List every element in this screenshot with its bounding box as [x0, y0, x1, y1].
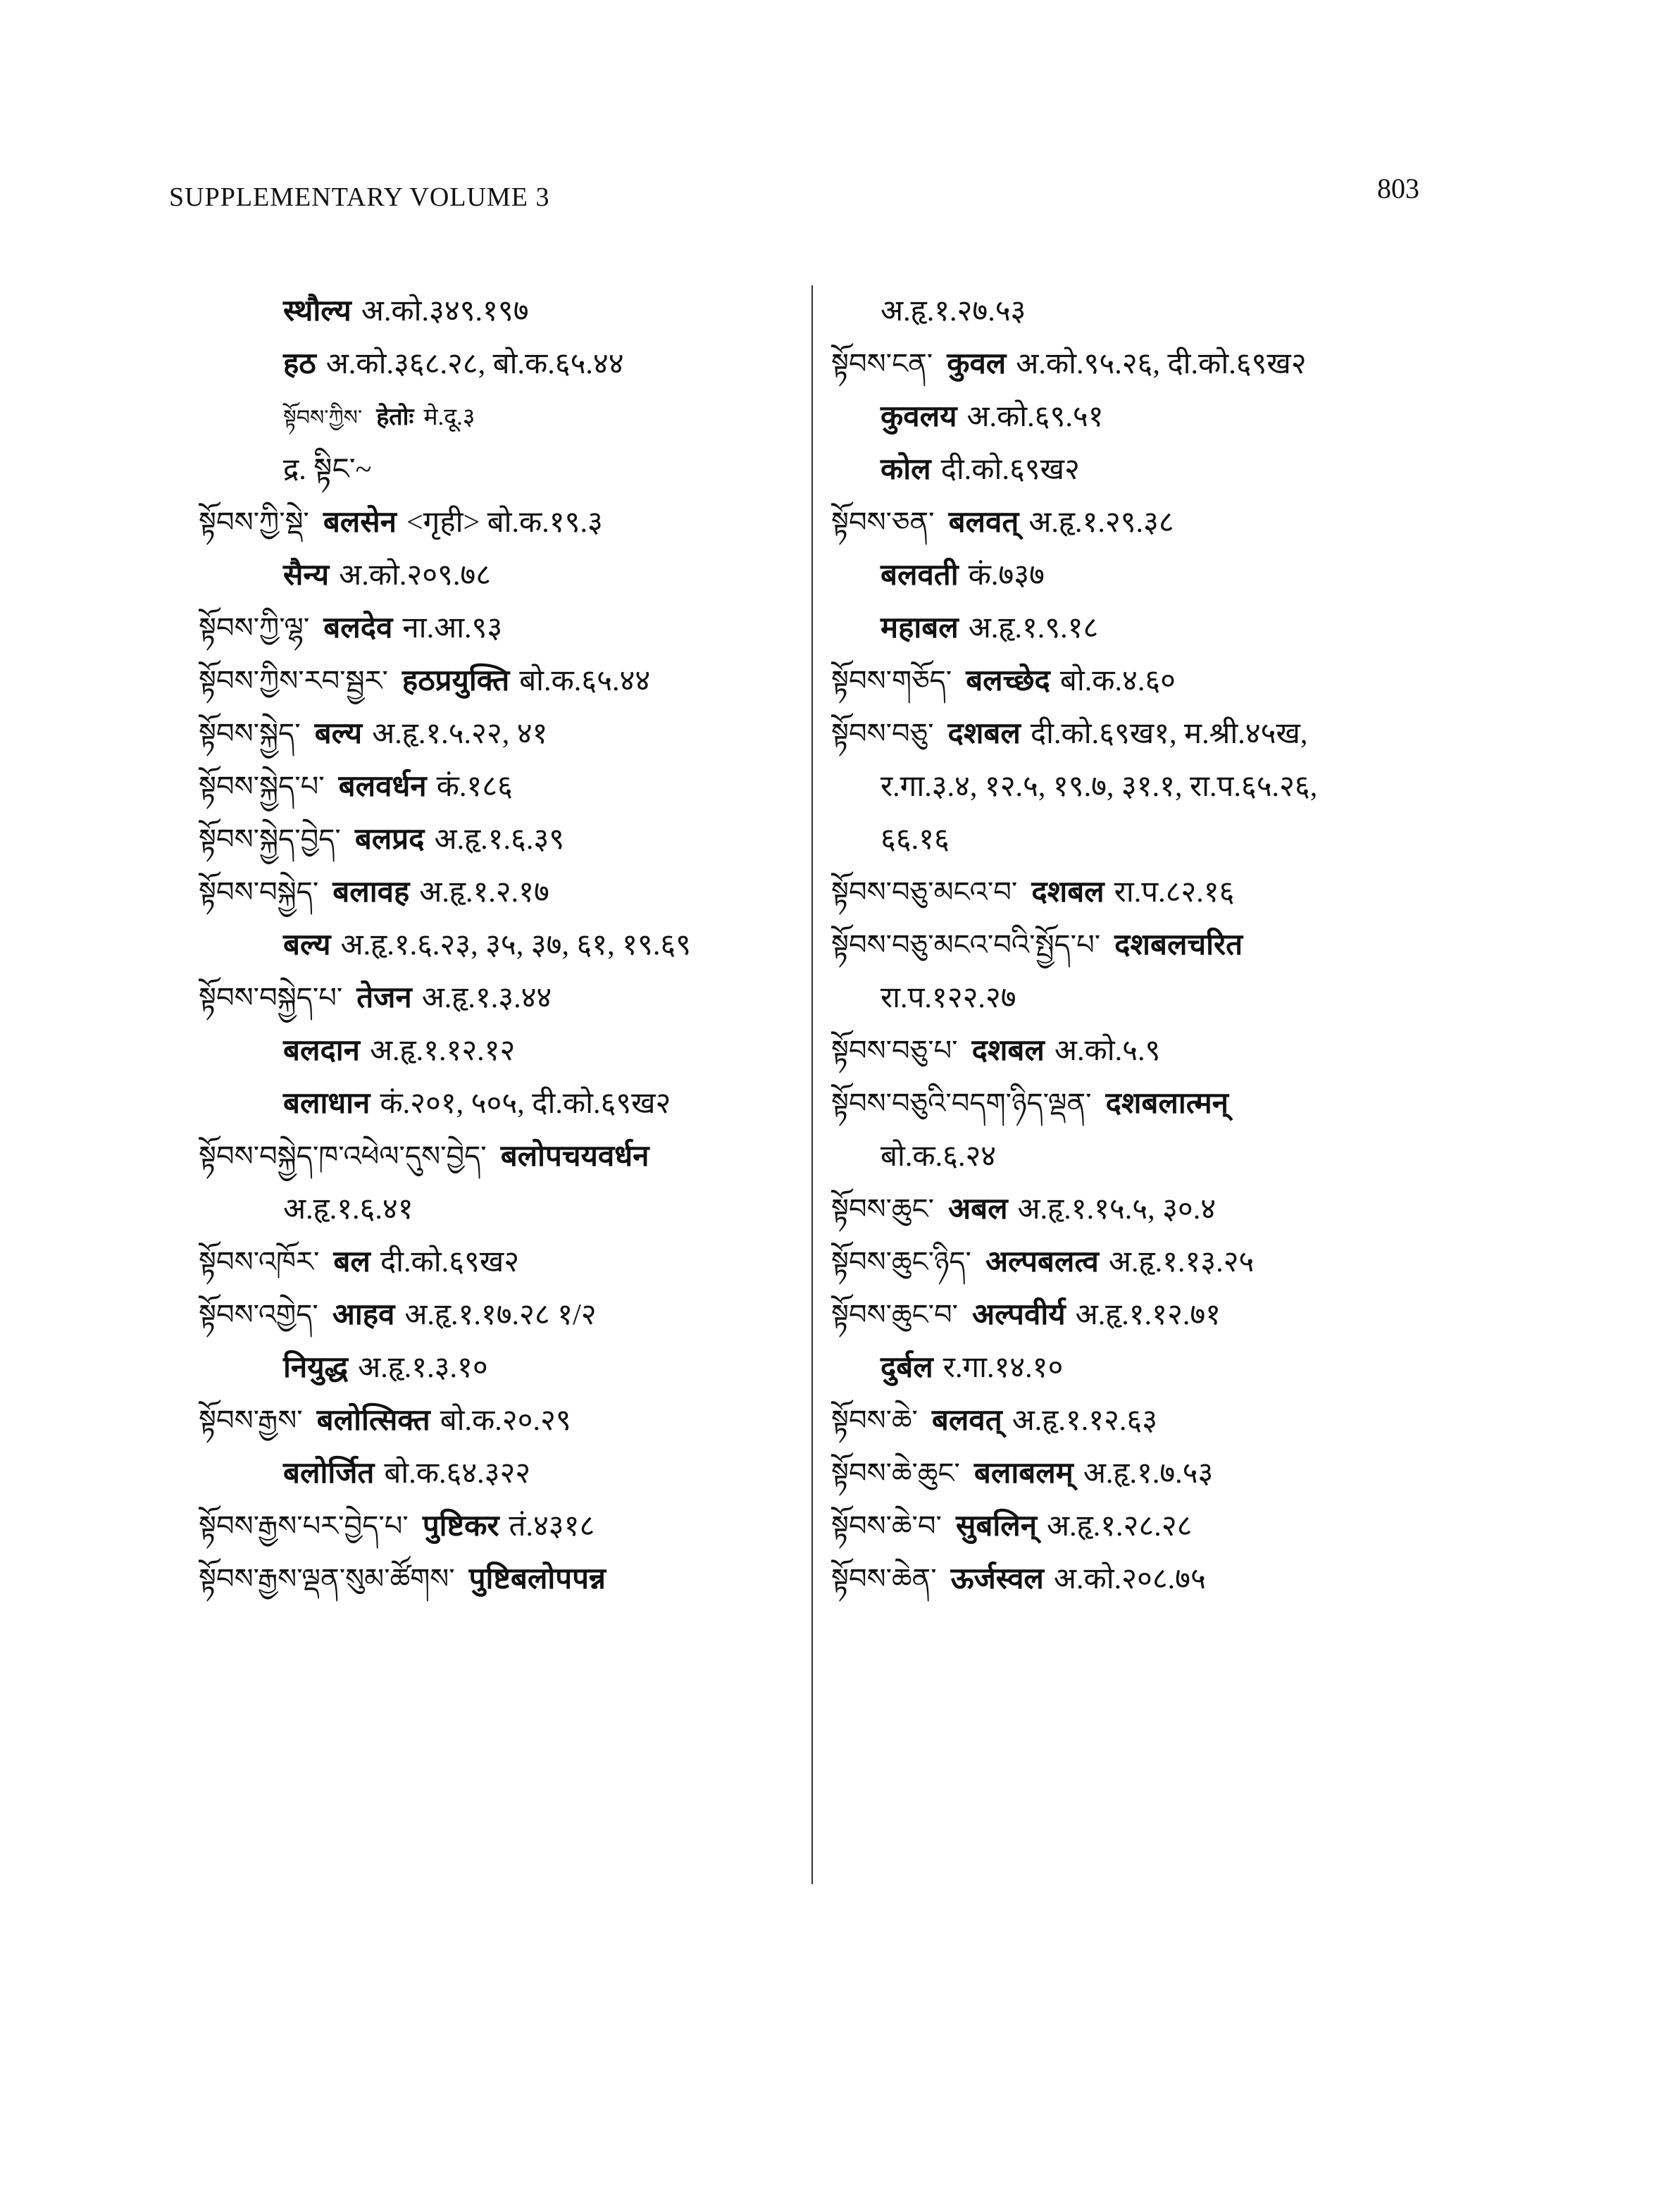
source-reference: अ.हृ.१.१२.६३ — [1012, 1405, 1158, 1437]
source-reference: र.गा.३.४, १२.५, १९.७, ३१.१, रा.प.६५.२६, — [881, 771, 1318, 803]
dictionary-entry — [831, 1078, 1465, 1131]
tibetan-term: སྟོབས་ཆེན་ — [831, 1563, 937, 1595]
source-reference: अ.हृ.१.६.२३, ३५, ३७, ६१, १९.६९ — [340, 929, 691, 961]
dictionary-entry — [199, 602, 804, 655]
tibetan-term: སྟོབས་བསྐྱེད་པ་ — [199, 982, 343, 1014]
sanskrit-headword: अल्पबलत्व — [985, 1246, 1099, 1278]
sanskrit-headword: बलवत् — [931, 1405, 1002, 1437]
left-column — [199, 285, 804, 1606]
sanskrit-headword: सैन्य — [283, 559, 330, 592]
sanskrit-headword: दुर्बल — [881, 1352, 933, 1384]
dictionary-entry — [831, 919, 1465, 972]
tibetan-term: སྟོབས་བསྐྱེད་ཁ་འཕེལ་དུས་བྱེད་ — [199, 1140, 487, 1173]
dictionary-entry — [831, 391, 1465, 444]
dictionary-entry — [831, 761, 1465, 814]
tibetan-term: སྟོབས་རྒྱས་པར་བྱེད་པ་ — [199, 1510, 409, 1543]
tibetan-term: སྟོབས་ངན་ — [831, 348, 933, 380]
dictionary-entry — [199, 761, 804, 814]
sanskrit-headword: बलच्छेद — [966, 665, 1050, 697]
tibetan-term: སྟོབས་སྐྱེད་བྱེད་ — [199, 823, 341, 856]
source-reference: अ.को.६९.५१ — [966, 401, 1104, 433]
source-reference: अ.को.५.९ — [1054, 1035, 1161, 1067]
dictionary-entry — [831, 1500, 1465, 1553]
dictionary-entry — [199, 497, 804, 549]
sanskrit-headword: बलोत्सिक्त — [316, 1405, 430, 1437]
sanskrit-headword: बल्य — [314, 718, 363, 750]
dictionary-entry — [831, 1447, 1465, 1500]
sanskrit-headword: हेतोः — [376, 404, 414, 430]
tibetan-term: སྟོབས་བཅུ་མངའ་བ་ — [831, 876, 1018, 909]
dictionary-entry — [199, 549, 804, 602]
source-reference: अ.हृ.१.१२.१२ — [369, 1035, 516, 1067]
sanskrit-headword: आहव — [332, 1299, 395, 1331]
tibetan-term: སྟོབས་ཆུང་ — [831, 1193, 934, 1226]
dictionary-entry — [199, 444, 804, 497]
source-reference: ना.आ.९३ — [402, 612, 503, 645]
sanskrit-headword: ऊर्जस्वल — [950, 1563, 1044, 1595]
source-reference: अ.हृ.१.१७.२८ १/२ — [404, 1299, 597, 1331]
tibetan-term: སྟོབས་རྒྱས་ — [199, 1405, 303, 1437]
sanskrit-headword: बल्य — [283, 929, 331, 961]
column-divider — [811, 285, 813, 1884]
sanskrit-headword: हठ — [283, 348, 316, 380]
sanskrit-headword: पुष्टिकर — [422, 1510, 499, 1543]
dictionary-entry — [199, 814, 804, 866]
source-reference: अ.हृ.१.३.१० — [358, 1352, 488, 1384]
dictionary-entry — [199, 1342, 804, 1395]
source-reference: अ.हृ.१.१५.५, ३०.४ — [1017, 1193, 1217, 1226]
sanskrit-headword: बल — [333, 1246, 371, 1278]
dictionary-entry — [199, 1236, 804, 1289]
source-reference: अ.हृ.१.५.२२, ४१ — [372, 718, 548, 750]
tibetan-term: སྟོབས་ཀྱི་ལྷ་ — [199, 612, 310, 645]
dictionary-entry — [831, 549, 1465, 602]
source-reference: अ.हृ.१.९.१८ — [968, 612, 1099, 645]
dictionary-entry — [831, 814, 1465, 866]
tibetan-term: སྟོབས་འགྱེད་ — [199, 1299, 318, 1331]
source-reference: दी.को.६९ख१, म.श्री.४५ख, — [1030, 718, 1308, 750]
dictionary-entry — [831, 1025, 1465, 1078]
page-number: 803 — [1377, 173, 1419, 204]
dictionary-entry — [199, 391, 804, 444]
sanskrit-headword: बलदान — [283, 1035, 360, 1067]
tibetan-term: སྟོབས་ཆེ་ཆུང་ — [831, 1457, 960, 1490]
tibetan-term: སྟོབས་བཅུ་མངའ་བའི་སྤྱོད་པ་ — [831, 929, 1101, 961]
source-reference: दी.को.६९ख२ — [380, 1246, 520, 1278]
sanskrit-headword: बलसेन — [323, 506, 397, 539]
dictionary-entry — [831, 655, 1465, 708]
source-reference: कं.२०१, ५०५, दी.को.६९ख२ — [380, 1088, 671, 1120]
dictionary-entry — [831, 1553, 1465, 1606]
sanskrit-headword: सुबलिन् — [955, 1510, 1038, 1543]
tibetan-term: སྟོབས་བསྐྱེད་ — [199, 876, 319, 909]
dictionary-entry — [199, 1131, 804, 1183]
sanskrit-headword: बलप्रद — [354, 823, 425, 856]
sanskrit-headword: स्थौल्य — [283, 295, 351, 328]
source-reference: र.गा.१४.१० — [942, 1352, 1064, 1384]
source-reference: रा.प.१२२.२७ — [881, 982, 1016, 1014]
sanskrit-headword: कोल — [881, 454, 931, 486]
sanskrit-headword: दशबलात्मन् — [1105, 1088, 1228, 1120]
dictionary-entry — [831, 866, 1465, 919]
dictionary-entry — [199, 1183, 804, 1236]
dictionary-entry — [831, 285, 1465, 338]
source-reference: बो.क.६४.३२२ — [384, 1457, 531, 1490]
dictionary-entry — [199, 1553, 804, 1606]
dictionary-entry — [199, 655, 804, 708]
dictionary-entry — [831, 708, 1465, 761]
dictionary-entry — [199, 285, 804, 338]
dictionary-entry — [831, 1342, 1465, 1395]
dictionary-entry — [831, 338, 1465, 391]
source-reference: अ.हृ.१.६.४१ — [283, 1193, 413, 1226]
source-reference: बो.क.४.६० — [1059, 665, 1176, 697]
source-reference: कं.१८६ — [436, 771, 513, 803]
dictionary-entry — [831, 602, 1465, 655]
tibetan-term: སྟོབས་སྐྱེད་ — [199, 718, 301, 750]
tibetan-term: སྟོབས་ཆེ་བ་ — [831, 1510, 942, 1543]
source-reference: रा.प.८२.१६ — [1114, 876, 1235, 909]
sanskrit-headword: दशबल — [947, 718, 1021, 750]
source-reference: अ.को.३४९.१९७ — [361, 295, 529, 328]
dictionary-entry — [199, 1500, 804, 1553]
source-reference: अ.हृ.१.२८.२८ — [1047, 1510, 1193, 1543]
dictionary-entry — [831, 972, 1465, 1025]
dictionary-entry — [831, 444, 1465, 497]
sanskrit-headword: बलाधान — [283, 1088, 371, 1120]
sanskrit-headword: दशबल — [1031, 876, 1105, 909]
tibetan-term: སྟོབས་ཆུང་ཉིད་ — [831, 1246, 971, 1278]
tibetan-term: སྟོབས་རྒྱས་ལྡན་སུམ་ཚོགས་ — [199, 1563, 455, 1595]
dictionary-entry — [199, 919, 804, 972]
dictionary-entry — [199, 1447, 804, 1500]
sanskrit-headword: कुवलय — [881, 401, 957, 433]
source-reference: अ.हृ.१.२९.३८ — [1028, 506, 1174, 539]
source-reference: अ.हृ.१.१२.७१ — [1075, 1299, 1221, 1331]
dictionary-entry — [199, 972, 804, 1025]
sanskrit-headword: बलवत् — [948, 506, 1019, 539]
sanskrit-headword: बलोर्जित — [283, 1457, 375, 1490]
sanskrit-headword: बलवर्धन — [338, 771, 427, 803]
dictionary-entry — [199, 1025, 804, 1078]
dictionary-entry — [199, 1078, 804, 1131]
source-reference: बो.क.२०.२९ — [440, 1405, 571, 1437]
sanskrit-headword: कुवल — [947, 348, 1007, 380]
source-reference: अ.हृ.१.२.१७ — [419, 876, 549, 909]
dictionary-entry — [831, 1395, 1465, 1447]
tibetan-term: སྟོབས་བཅུའི་བདག་ཉིད་ལྡན་ — [831, 1088, 1092, 1120]
tibetan-term: སྟོབས་སྐྱེད་པ་ — [199, 771, 325, 803]
source-reference: अ.हृ.१.२७.५३ — [881, 295, 1026, 328]
dictionary-entry — [831, 1236, 1465, 1289]
dictionary-entry — [199, 338, 804, 391]
source-reference: द्र. སྟིང་~ — [283, 454, 372, 486]
source-reference: कं.७३७ — [968, 559, 1045, 592]
sanskrit-headword: दशबल — [971, 1035, 1045, 1067]
dictionary-entry — [831, 1183, 1465, 1236]
sanskrit-headword: बलाबलम् — [973, 1457, 1074, 1490]
dictionary-entry — [831, 1131, 1465, 1183]
source-reference: अ.हृ.१.३.४४ — [421, 982, 552, 1014]
sanskrit-headword: दशबलचरित — [1114, 929, 1243, 961]
source-reference: दी.को.६९ख२ — [940, 454, 1080, 486]
sanskrit-headword: पुष्टिबलोपपन्न — [468, 1563, 606, 1595]
source-reference: मे.दू.३ — [423, 404, 475, 430]
tibetan-term: སྟོབས་ཀྱི་སྡེ་ — [199, 506, 309, 539]
source-reference: बो.क.६५.४४ — [519, 665, 651, 697]
running-header: SUPPLEMENTARY VOLUME 3 — [169, 182, 550, 212]
source-reference: अ.को.२०८.७५ — [1053, 1563, 1206, 1595]
source-reference: बो.क.६.२४ — [881, 1140, 997, 1173]
source-reference: <गृही> बो.क.१९.३ — [406, 506, 603, 539]
dictionary-entry — [199, 708, 804, 761]
sanskrit-headword: तेजन — [356, 982, 412, 1014]
dictionary-entry — [831, 1289, 1465, 1342]
sanskrit-headword: बलोपचयवर्धन — [500, 1140, 649, 1173]
tibetan-term: སྟོབས་འཁོར་ — [199, 1246, 320, 1278]
tibetan-term: སྟོབས་ཆུང་བ་ — [831, 1299, 959, 1331]
sanskrit-headword: अल्पवीर्य — [972, 1299, 1066, 1331]
sanskrit-headword: बलवती — [881, 559, 959, 592]
source-reference: तं.४३१८ — [509, 1510, 595, 1543]
tibetan-term: སྟོབས་ཆེ་ — [831, 1405, 918, 1437]
sanskrit-headword: बलदेव — [323, 612, 393, 645]
sanskrit-headword: हठप्रयुक्ति — [402, 665, 510, 697]
tibetan-term: སྟོབས་ཀྱིས་ — [283, 406, 363, 430]
tibetan-term: སྟོབས་བཅུ་པ་ — [831, 1035, 958, 1067]
tibetan-term: སྟོབས་གཅོད་ — [831, 665, 952, 697]
dictionary-entry — [831, 497, 1465, 549]
source-reference: अ.को.९५.२६, दी.को.६९ख२ — [1016, 348, 1307, 380]
source-reference: ६६.१६ — [881, 823, 950, 856]
sanskrit-headword: महाबल — [881, 612, 959, 645]
source-reference: अ.को.२०९.७८ — [339, 559, 492, 592]
dictionary-entry — [199, 866, 804, 919]
tibetan-term: སྟོབས་ཀྱིས་རབ་སྦྱར་ — [199, 665, 388, 697]
source-reference: अ.हृ.१.६.३९ — [434, 823, 565, 856]
source-reference: अ.हृ.१.१३.२५ — [1108, 1246, 1255, 1278]
dictionary-entry — [199, 1395, 804, 1447]
tibetan-term: སྟོབས་བཅུ་ — [831, 718, 934, 750]
dictionary-entry — [199, 1289, 804, 1342]
sanskrit-headword: बलावह — [332, 876, 410, 909]
right-column — [831, 285, 1465, 1606]
source-reference: अ.हृ.१.७.५३ — [1083, 1457, 1214, 1490]
sanskrit-headword: नियुद्ध — [283, 1352, 349, 1384]
sanskrit-headword: अबल — [948, 1193, 1008, 1226]
tibetan-term: སྟོབས་ཅན་ — [831, 506, 935, 539]
source-reference: अ.को.३६८.२८, बो.क.६५.४४ — [325, 348, 624, 380]
